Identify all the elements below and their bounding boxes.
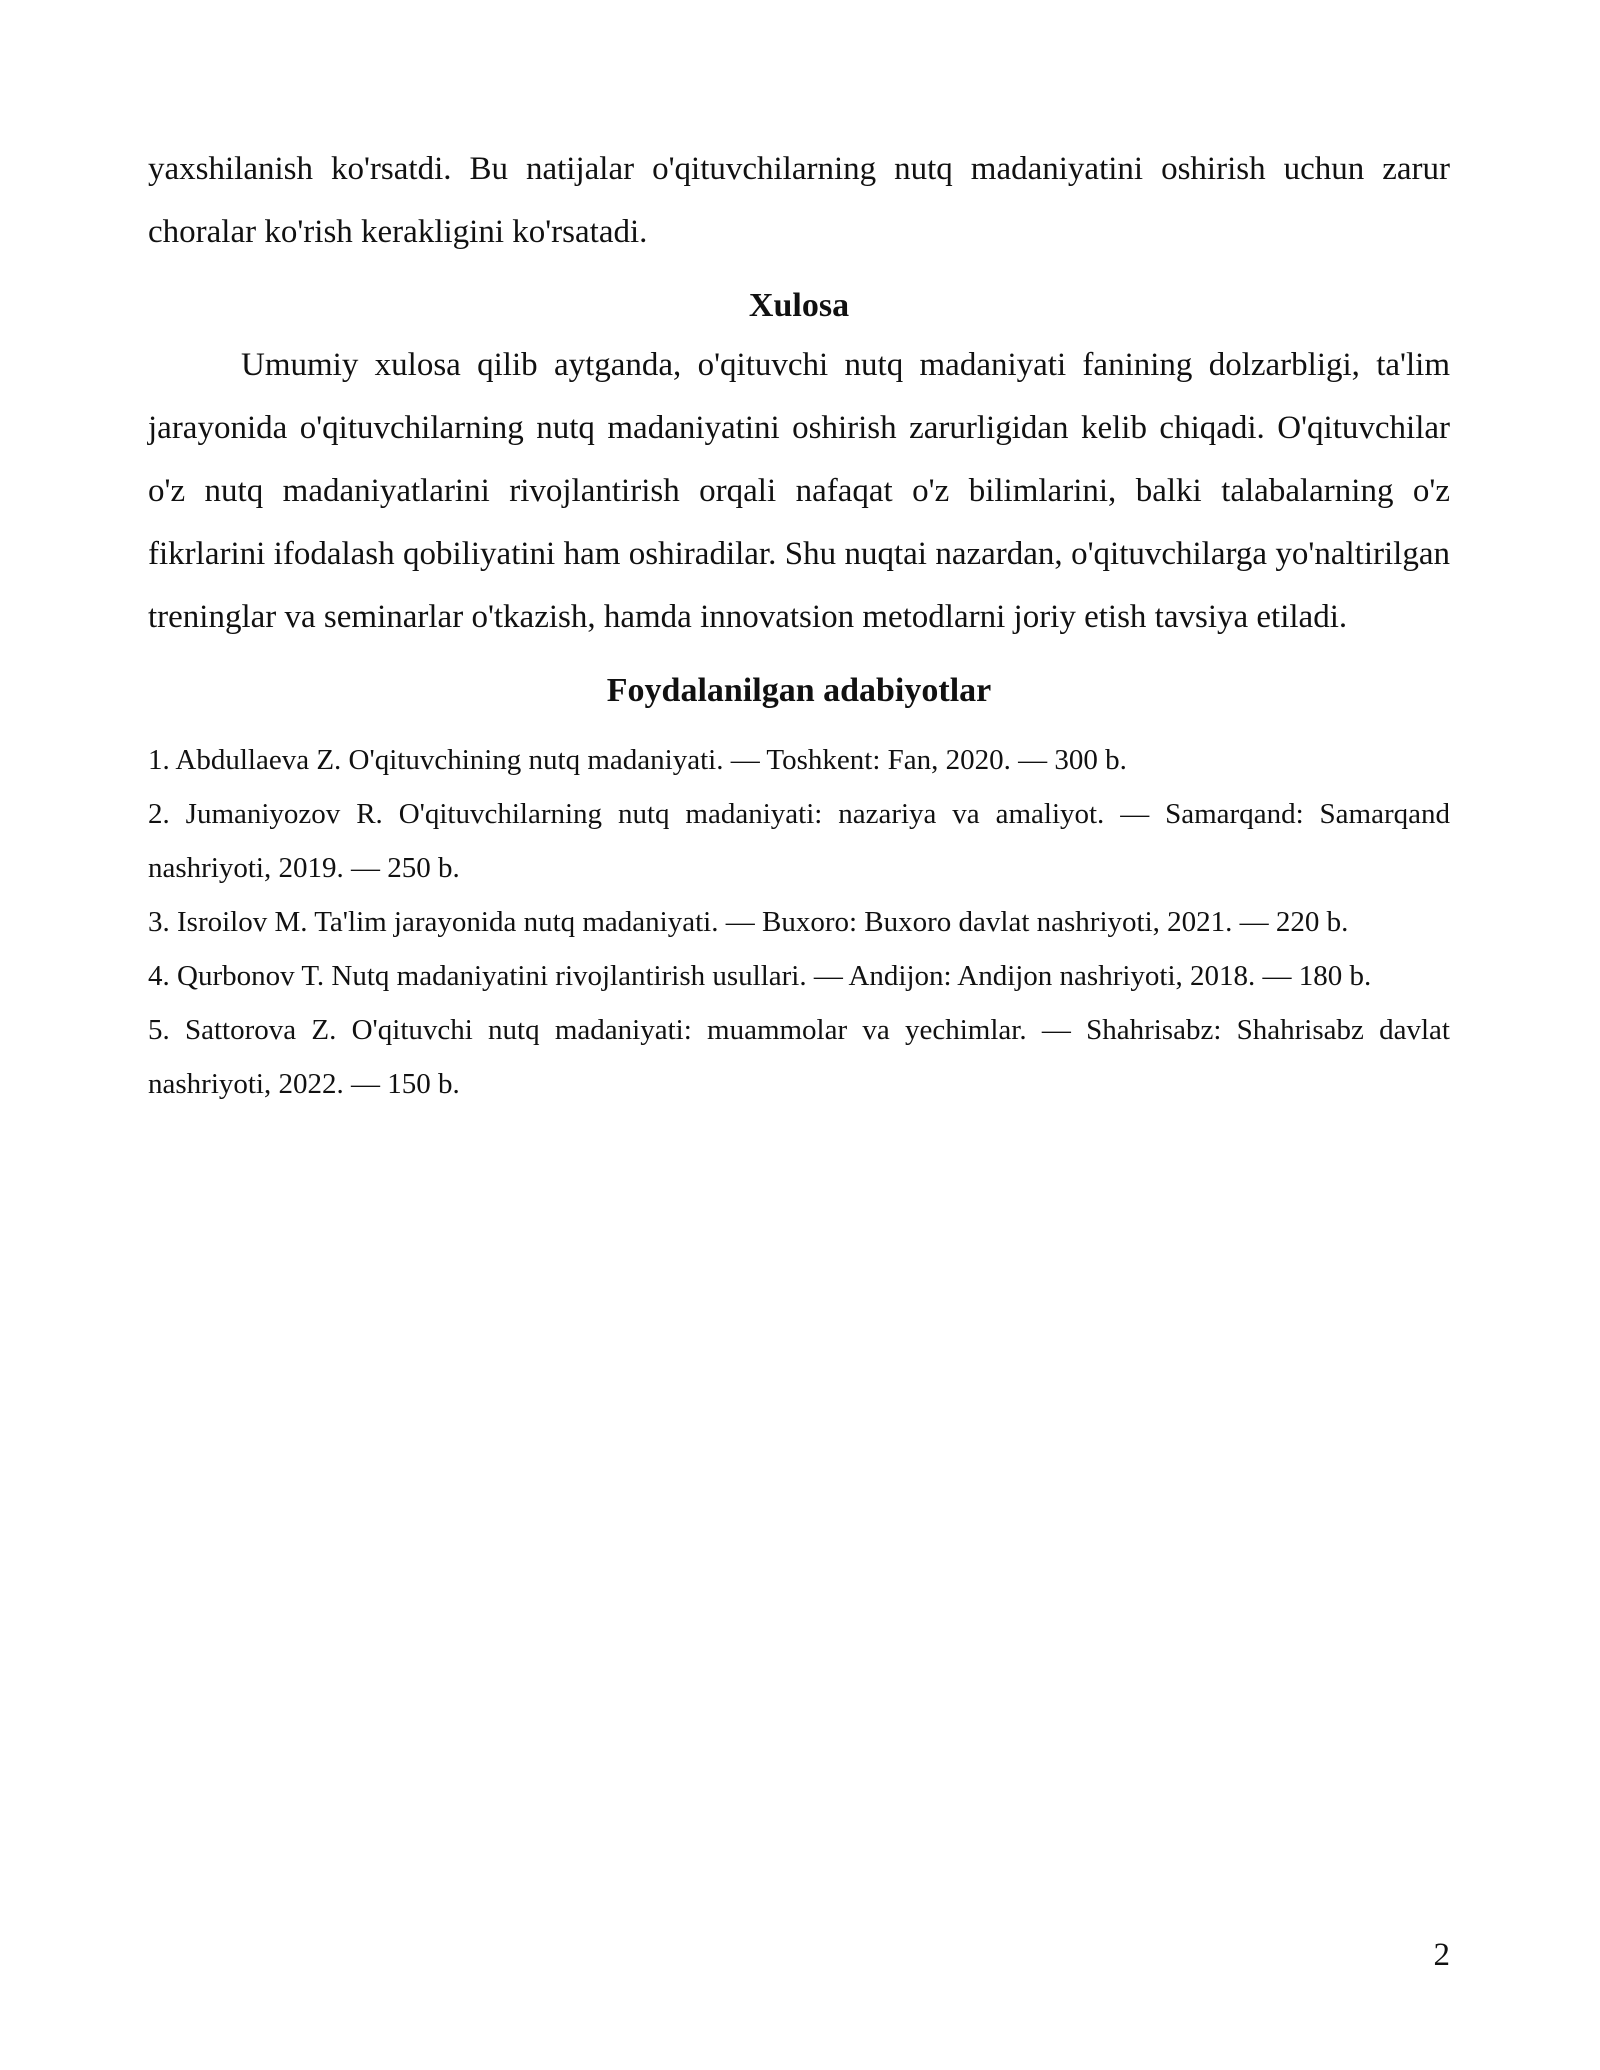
page-number: 2 [1433,1937,1450,1973]
reference-item: 4. Qurbonov T. Nutq madaniyatini rivojlantirish usullari. — Andijon: Andijon nashriyoti, 2018. — 180 b. [148,960,1372,992]
references-list [148,733,1450,1111]
reference-item: 5. Sattorova Z. O'qituvchi nutq madaniyati: muammolar va yechimlar. — Shahrisabz: Shahrisabz davlat nashriyoti, 2022. — 150 b. [148,1014,1450,1100]
intro-paragraph: yaxshilanish ko'rsatdi. Bu natijalar o'qituvchilarning nutq madaniyatini oshirish uchun zarur choralar ko'rish kerakligini ko'rsatadi. [148,151,1450,250]
reference-item: 3. Isroilov M. Ta'lim jarayonida nutq madaniyati. — Buxoro: Buxoro davlat nashriyoti, 2021. — 220 b. [148,906,1349,938]
conclusion-paragraph: Umumiy xulosa qilib aytganda, o'qituvchi nutq madaniyati fanining dolzarbligi, ta'lim jarayonida o'qituvchilarning nutq madaniyatini oshirish zarurligidan kelib chiqadi. O'qituvchilar o'z nutq madaniyatlarini rivojlantirish orqali nafaqat o'z bilimlarini, balki talabalarning o'z fikrlarini ifodalash qobiliyatini ham oshiradilar. Shu nuqtai nazardan, o'qituvchilarga yo'naltirilgan treninglar va seminarlar o'tkazish, hamda innovatsion metodlarni joriy etish tavsiya etiladi. [148,347,1450,635]
conclusion-heading: Xulosa [748,287,850,324]
page-content [148,138,1450,1111]
references-heading: Foydalanilgan adabiyotlar [606,672,992,709]
reference-item: 2. Jumaniyozov R. O'qituvchilarning nutq madaniyati: nazariya va amaliyot. — Samarqand: Samarqand nashriyoti, 2019. — 250 b. [148,798,1450,884]
reference-item: 1. Abdullaeva Z. O'qituvchining nutq madaniyati. — Toshkent: Fan, 2020. — 300 b. [148,744,1127,776]
